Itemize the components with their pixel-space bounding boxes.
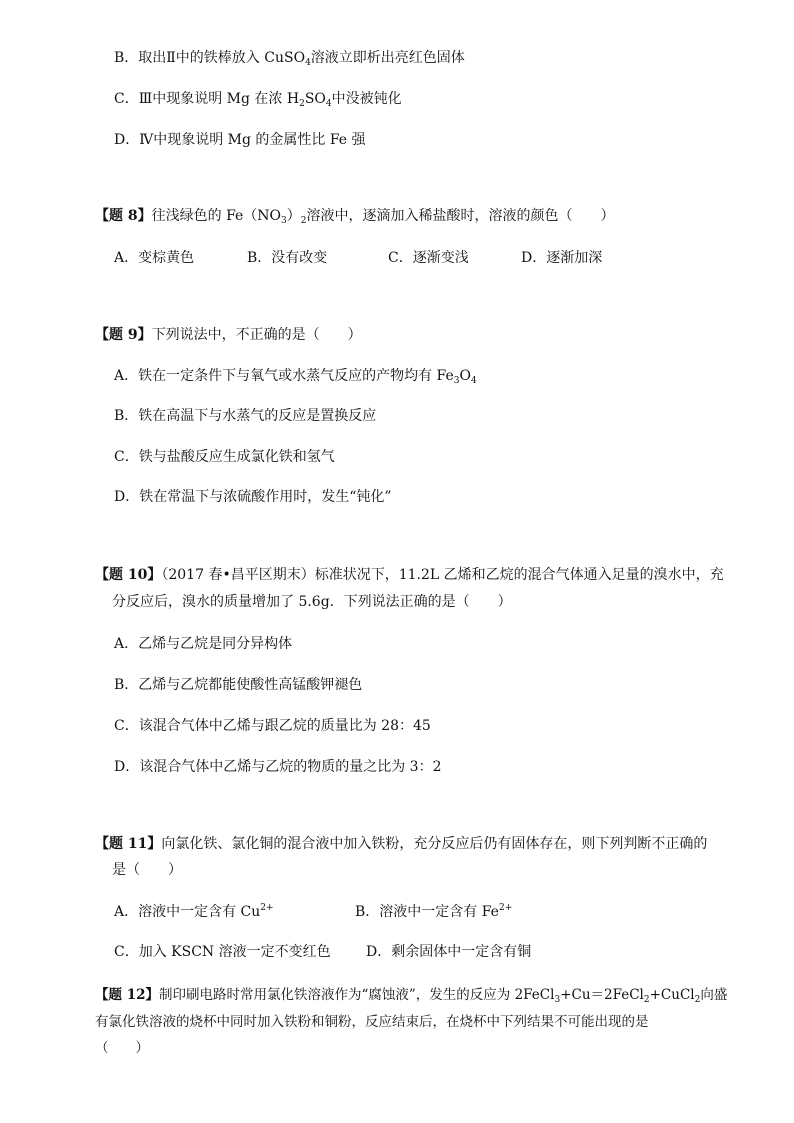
- q8-option-c: C．逐渐变浅: [388, 250, 469, 266]
- q8-stem: 【题 8】往浅绿色的 $Fe(NO_3)_2$溶液中，逐滴加入稀盐酸时，溶液的颜色（ ）: [95, 208, 615, 226]
- q9-tag: 【题 9】: [95, 327, 152, 343]
- q10-option-a: A．乙烯与乙烷是同分异构体: [114, 636, 293, 652]
- q10-tag: 【题 10】: [95, 567, 162, 583]
- q9-option-c: C．铁与盐酸反应生成氯化铁和氢气: [114, 449, 335, 465]
- q11-stem-line2: 是（ ）: [112, 862, 182, 878]
- q7-option-b: B．取出Ⅱ中的铁棒放入 CuSO$_4$溶液立即析出亮红色固体: [114, 50, 465, 68]
- q11-option-b: B．溶液中一定含有 $Fe^{2+}$: [355, 903, 513, 920]
- q7-option-c: C．Ⅲ中现象说明 Mg 在浓 $H_2SO_4$中没被钝化: [114, 91, 402, 109]
- q11-option-d: D．剩余固体中一定含有铜: [366, 944, 532, 960]
- q9-option-a: A．铁在一定条件下与氧气或水蒸气反应的产物均有 $Fe_3O_4$: [114, 368, 477, 386]
- q11-option-a: A．溶液中一定含有 $Cu^{2+}$: [114, 903, 274, 920]
- q11-option-c: C．加入 KSCN 溶液一定不变红色: [114, 944, 331, 960]
- q8-option-d: D．逐渐加深: [521, 250, 603, 266]
- q12-tag: 【题 12】: [95, 987, 159, 1003]
- q12-stem-line2: 有氯化铁溶液的烧杯中同时加入铁粉和铜粉，反应结束后，在烧杯中下列结果不可能出现的是: [95, 1014, 649, 1030]
- q10-option-b: B．乙烯与乙烷都能使酸性高锰酸钾褪色: [114, 677, 363, 693]
- q10-stem-line1: 【题 10】（2017 春•昌平区期末）标准状况下，11.2L 乙烯和乙烷的混合气体通入足量的溴水中，充: [95, 567, 724, 583]
- q9-option-b: B．铁在高温下与水蒸气的反应是置换反应: [114, 408, 377, 424]
- q8-option-b: B．没有改变: [247, 250, 328, 266]
- q10-option-d: D．该混合气体中乙烯与乙烷的物质的量之比为 3：2: [114, 759, 442, 775]
- q8-option-a: A．变棕黄色: [114, 250, 195, 266]
- q12-stem-line3: （ ）: [95, 1040, 149, 1056]
- q10-option-c: C．该混合气体中乙烯与跟乙烷的质量比为 28：45: [114, 718, 431, 734]
- q11-tag: 【题 11】: [95, 836, 162, 852]
- q7-option-d: D．Ⅳ中现象说明 Mg 的金属性比 Fe 强: [114, 132, 366, 148]
- q11-stem-line1: 【题 11】向氯化铁、氯化铜的混合液中加入铁粉，充分反应后仍有固体存在，则下列判断不正确的: [95, 836, 708, 852]
- q9-stem: 【题 9】下列说法中，不正确的是（ ）: [95, 327, 362, 343]
- q12-stem-line1: 【题 12】制印刷电路时常用氯化铁溶液作为“腐蚀液”，发生的反应为 2FeCl$_3$+Cu＝2FeCl$_2$+CuCl$_2$向盛: [95, 987, 728, 1005]
- q8-tag: 【题 8】: [95, 208, 152, 224]
- q9-option-d: D．铁在常温下与浓硫酸作用时，发生“钝化”: [114, 489, 392, 505]
- q10-stem-line2: 分反应后，溴水的质量增加了 5.6g．下列说法正确的是（ ）: [112, 594, 512, 610]
